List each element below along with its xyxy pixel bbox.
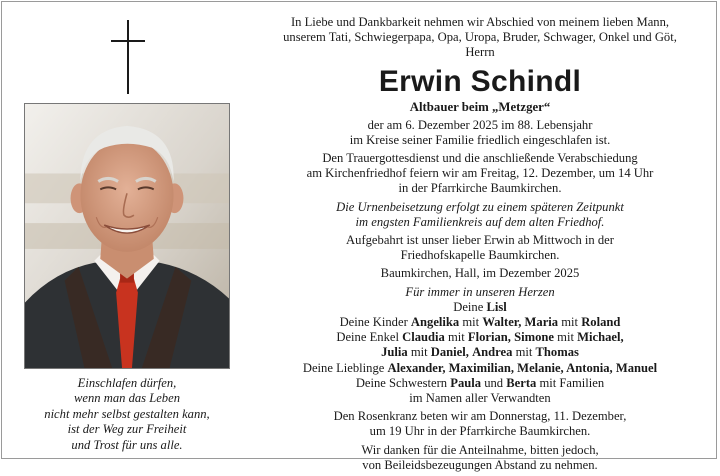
relatives-line: im Namen aller Verwandten (409, 391, 551, 406)
family-siblings (248, 376, 712, 391)
partner-name: Florian, (467, 330, 511, 345)
service-paragraph (248, 151, 712, 197)
label-text: Deine Kinder (339, 315, 411, 330)
place-date (248, 266, 712, 281)
partner-name: Daniel, (430, 345, 469, 360)
notice-text (248, 15, 712, 476)
family-grandchildren-2 (248, 345, 712, 360)
family-relatives (248, 391, 712, 406)
place-date-line: Baumkirchen, Hall, im Dezember 2025 (380, 266, 580, 281)
label-text: mit Familien (536, 375, 605, 390)
urn-line: Die Urnenbeisetzung erfolgt zu einem späteren Zeitpunkt (336, 199, 624, 214)
connector-text: mit (558, 315, 582, 330)
child-name: Angelika (410, 315, 460, 330)
partner-name: Roland (581, 315, 621, 330)
connector-text: mit (444, 330, 468, 345)
deceased-name: Erwin Schindl (378, 64, 582, 98)
poem-line: wenn man das Leben (74, 391, 180, 406)
label-text: Deine Schwestern (355, 375, 451, 390)
thanks-line: Wir danken für die Anteilnahme, bitten jedoch, (361, 442, 599, 457)
poem-line: und Trost für uns alle. (71, 437, 183, 452)
deceased-subtitle: Altbauer beim „Metzger“ (409, 99, 551, 114)
grandchild-name: Claudia (402, 330, 445, 345)
partner-name: Michael, (577, 330, 624, 345)
partner-name: Walter, (482, 315, 522, 330)
death-line: der am 6. Dezember 2025 im 88. Lebensjahr (367, 117, 593, 132)
sister-name: Berta (506, 375, 537, 390)
poem (24, 376, 230, 453)
connector-text: mit (554, 330, 578, 345)
intro-line: unserem Tati, Schwiegerpapa, Opa, Uropa, Bruder, Schwager, Onkel und Göt, (283, 30, 677, 45)
child-name: Maria (524, 315, 559, 330)
grandchild-name: Andrea (472, 345, 513, 360)
connector-text: mit (459, 315, 483, 330)
death-line: im Kreise seiner Familie friedlich eingeschlafen ist. (349, 132, 611, 147)
family-grandchildren (248, 330, 712, 345)
label-text: Deine (453, 299, 487, 314)
wife-name: Lisl (486, 299, 507, 314)
sister-name: Paula (450, 375, 482, 390)
grandchild-name: Julia (381, 345, 408, 360)
cross-icon (111, 20, 145, 94)
thanks-line: von Beileidsbezeugungen Abstand zu nehmen. (362, 457, 598, 472)
poem-line: nicht mehr selbst gestalten kann, (44, 406, 210, 421)
rosary-line: um 19 Uhr in der Pfarrkirche Baumkirchen. (369, 424, 591, 439)
service-line: in der Pfarrkirche Baumkirchen. (398, 181, 562, 196)
laid-out-line: Aufgebahrt ist unser lieber Erwin ab Mittwoch in der (346, 233, 614, 248)
thanks-paragraph (248, 443, 712, 473)
intro-paragraph (248, 15, 712, 61)
family-children (248, 315, 712, 330)
favorites-names: Alexander, Maximilian, Melanie, Antonia, Manuel (387, 360, 658, 375)
connector-text: und (481, 375, 507, 390)
connector-text: mit (512, 345, 536, 360)
urn-paragraph (248, 200, 712, 230)
label-text: Deine Enkel (336, 330, 403, 345)
grandchild-name: Simone (514, 330, 554, 345)
forever-line: Für immer in unseren Herzen (405, 284, 555, 299)
family-wife (248, 300, 712, 315)
connector-text: mit (407, 345, 431, 360)
rosary-paragraph (248, 409, 712, 439)
poem-line: ist der Weg zur Freiheit (67, 422, 187, 437)
intro-line: In Liebe und Dankbarkeit nehmen wir Abschied von meinem lieben Mann, (290, 15, 670, 29)
poem-line: Einschlafen dürfen, (77, 376, 177, 390)
family-favorites (248, 361, 712, 376)
rosary-line: Den Rosenkranz beten wir am Donnerstag, 11. Dezember, (333, 409, 627, 424)
laid-out-paragraph (248, 233, 712, 263)
label-text: Deine Lieblinge (302, 360, 388, 375)
urn-line: im engsten Familienkreis auf dem alten Friedhof. (355, 214, 605, 229)
partner-name: Thomas (535, 345, 579, 360)
service-line: am Kirchenfriedhof feiern wir am Freitag, 12. Dezember, um 14 Uhr (306, 166, 654, 181)
laid-out-line: Friedhofskapelle Baumkirchen. (400, 248, 560, 263)
portrait-photo (24, 103, 230, 369)
intro-line: Herrn (465, 45, 495, 60)
service-line: Den Trauergottesdienst und die anschließende Verabschiedung (322, 151, 638, 166)
death-paragraph (248, 118, 712, 148)
